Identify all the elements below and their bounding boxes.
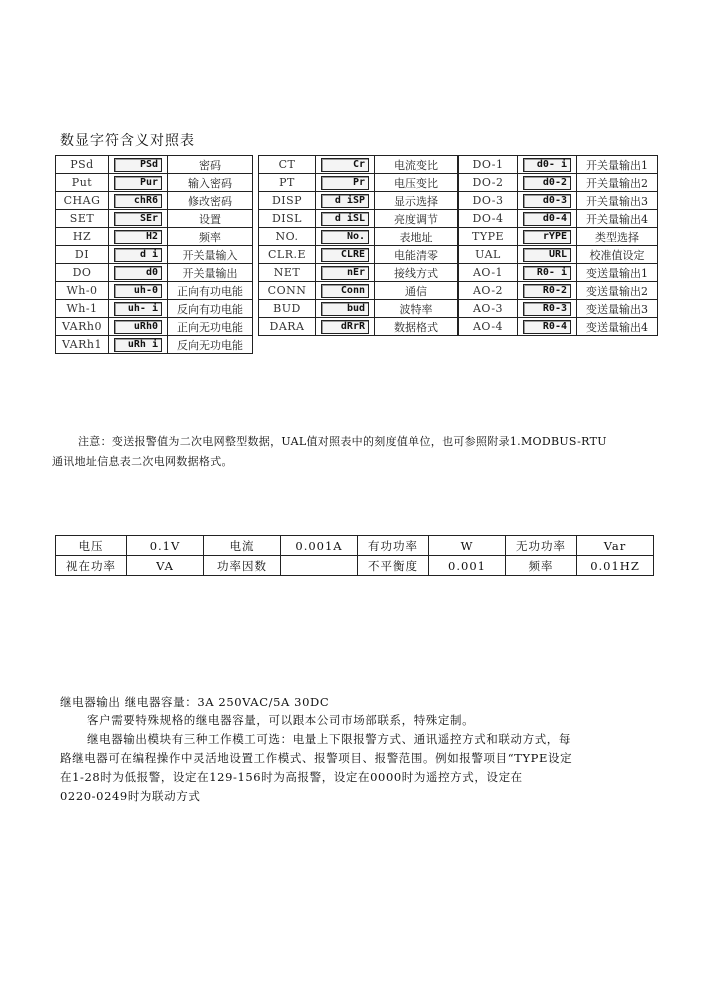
meaning-text: 正向无功电能: [168, 318, 253, 336]
code-text: AO-3: [459, 300, 518, 318]
code-text: CONN: [259, 282, 316, 300]
code-text: NO.: [259, 228, 316, 246]
meaning-text: 反向无功电能: [168, 336, 253, 354]
lcd-cell: [518, 246, 577, 264]
code-text: DISL: [259, 210, 316, 228]
code-table-col-2: [258, 155, 458, 336]
lcd-display: H2: [114, 230, 162, 244]
lcd-display: chR6: [114, 194, 162, 208]
code-row: [259, 318, 458, 336]
code-row: [56, 318, 253, 336]
note-line-1: 注意：变送报警值为二次电网整型数据，UAL值对照表中的刻度值单位，也可参照附录1.MODBUS-RTU: [78, 435, 607, 448]
code-text: BUD: [259, 300, 316, 318]
unit-cell: 有功功率: [358, 536, 429, 556]
unit-cell: W: [429, 536, 506, 556]
meaning-text: 开关量输出4: [577, 210, 658, 228]
lcd-cell: [109, 210, 168, 228]
lcd-display: bud: [321, 302, 369, 316]
relay-line-2: 客户需要特殊规格的继电器容量，可以跟本公司市场部联系，特殊定制。: [87, 713, 475, 727]
meaning-text: 输入密码: [168, 174, 253, 192]
lcd-display: d iSP: [321, 194, 369, 208]
code-row: [259, 210, 458, 228]
lcd-cell: [109, 336, 168, 354]
lcd-cell: [316, 264, 375, 282]
code-row: [459, 192, 658, 210]
code-text: TYPE: [459, 228, 518, 246]
lcd-cell: [109, 228, 168, 246]
code-row: [56, 192, 253, 210]
meaning-text: 开关量输入: [168, 246, 253, 264]
meaning-text: 显示选择: [375, 192, 458, 210]
meaning-text: 表地址: [375, 228, 458, 246]
lcd-cell: [109, 318, 168, 336]
code-text: DO: [56, 264, 109, 282]
unit-cell: 0.01HZ: [577, 556, 654, 576]
lcd-display: Pur: [114, 176, 162, 190]
code-text: NET: [259, 264, 316, 282]
relay-line-3: 继电器输出模块有三种工作模工可选：电量上下限报警方式、通讯遥控方式和联动方式，每: [87, 732, 571, 746]
unit-cell: 电流: [204, 536, 281, 556]
code-row: [459, 246, 658, 264]
code-row: [259, 156, 458, 174]
unit-cell: 视在功率: [56, 556, 127, 576]
meaning-text: 通信: [375, 282, 458, 300]
unit-cell: VA: [127, 556, 204, 576]
code-text: VARh1: [56, 336, 109, 354]
unit-cell: 0.001A: [281, 536, 358, 556]
meaning-text: 密码: [168, 156, 253, 174]
lcd-display: Cr: [321, 158, 369, 172]
code-row: [259, 192, 458, 210]
note-line-2: 通讯地址信息表二次电网数据格式。: [52, 455, 233, 468]
meaning-text: 电流变比: [375, 156, 458, 174]
unit-cell: 0.1V: [127, 536, 204, 556]
code-row: [259, 174, 458, 192]
lcd-display: nEr: [321, 266, 369, 280]
code-row: [56, 264, 253, 282]
lcd-cell: [518, 156, 577, 174]
code-text: DO-1: [459, 156, 518, 174]
lcd-display: R0-2: [523, 284, 571, 298]
code-row: [56, 282, 253, 300]
code-text: AO-4: [459, 318, 518, 336]
lcd-cell: [518, 264, 577, 282]
code-text: SET: [56, 210, 109, 228]
code-row: [459, 264, 658, 282]
meaning-text: 类型选择: [577, 228, 658, 246]
page-title: 数显字符含义对照表: [60, 133, 195, 149]
code-text: HZ: [56, 228, 109, 246]
code-text: Wh-1: [56, 300, 109, 318]
lcd-display: URL: [523, 248, 571, 262]
lcd-cell: [316, 192, 375, 210]
code-table-col-1: [55, 155, 253, 354]
code-row: [459, 156, 658, 174]
relay-line-4: 路继电器可在编程操作中灵活地设置工作模式、报警项目、报警范围。例如报警项目“TYPE设定: [60, 751, 573, 765]
lcd-display: uRh0: [114, 320, 162, 334]
unit-row: [56, 556, 654, 576]
lcd-cell: [109, 282, 168, 300]
lcd-display: Pr: [321, 176, 369, 190]
lcd-display: d i: [114, 248, 162, 262]
lcd-display: No.: [321, 230, 369, 244]
lcd-cell: [518, 318, 577, 336]
lcd-cell: [316, 210, 375, 228]
lcd-display: R0- i: [523, 266, 571, 280]
lcd-cell: [316, 318, 375, 336]
meaning-text: 变送量输出2: [577, 282, 658, 300]
lcd-cell: [518, 192, 577, 210]
code-row: [56, 210, 253, 228]
code-table-col-3: [458, 155, 658, 336]
code-row: [259, 264, 458, 282]
lcd-cell: [518, 210, 577, 228]
lcd-cell: [518, 300, 577, 318]
code-text: DO-3: [459, 192, 518, 210]
lcd-display: d0-4: [523, 212, 571, 226]
lcd-cell: [109, 156, 168, 174]
lcd-display: dRrR: [321, 320, 369, 334]
code-row: [56, 228, 253, 246]
code-text: DARA: [259, 318, 316, 336]
relay-line-5: 在1-28时为低报警，设定在129-156时为高报警，设定在0000时为遥控方式，设定在: [60, 770, 523, 784]
unit-cell: Var: [577, 536, 654, 556]
meaning-text: 电压变比: [375, 174, 458, 192]
code-text: DO-4: [459, 210, 518, 228]
meaning-text: 开关量输出: [168, 264, 253, 282]
lcd-display: Conn: [321, 284, 369, 298]
meaning-text: 频率: [168, 228, 253, 246]
lcd-cell: [109, 264, 168, 282]
code-text: VARh0: [56, 318, 109, 336]
code-row: [56, 336, 253, 354]
meaning-text: 变送量输出1: [577, 264, 658, 282]
unit-cell: 电压: [56, 536, 127, 556]
meaning-text: 变送量输出3: [577, 300, 658, 318]
lcd-display: d0: [114, 266, 162, 280]
unit-cell: 功率因数: [204, 556, 281, 576]
lcd-cell: [316, 228, 375, 246]
lcd-display: d0- i: [523, 158, 571, 172]
code-row: [459, 300, 658, 318]
lcd-display: uh-0: [114, 284, 162, 298]
meaning-text: 变送量输出4: [577, 318, 658, 336]
code-row: [56, 300, 253, 318]
code-text: CHAG: [56, 192, 109, 210]
lcd-cell: [316, 246, 375, 264]
code-text: DISP: [259, 192, 316, 210]
code-text: CT: [259, 156, 316, 174]
meaning-text: 修改密码: [168, 192, 253, 210]
lcd-cell: [518, 174, 577, 192]
unit-cell: [281, 556, 358, 576]
lcd-display: CLRE: [321, 248, 369, 262]
unit-cell: 无功功率: [506, 536, 577, 556]
code-text: PT: [259, 174, 316, 192]
lcd-display: SEr: [114, 212, 162, 226]
code-text: PSd: [56, 156, 109, 174]
meaning-text: 开关量输出2: [577, 174, 658, 192]
lcd-cell: [316, 282, 375, 300]
meaning-text: 开关量输出1: [577, 156, 658, 174]
unit-cell: 不平衡度: [358, 556, 429, 576]
code-text: DI: [56, 246, 109, 264]
code-text: AO-1: [459, 264, 518, 282]
code-text: CLR.E: [259, 246, 316, 264]
lcd-display: PSd: [114, 158, 162, 172]
code-row: [459, 228, 658, 246]
lcd-cell: [518, 228, 577, 246]
meaning-text: 电能清零: [375, 246, 458, 264]
lcd-cell: [109, 300, 168, 318]
meaning-text: 亮度调节: [375, 210, 458, 228]
unit-row: [56, 536, 654, 556]
unit-cell: 0.001: [429, 556, 506, 576]
code-text: UAL: [459, 246, 518, 264]
code-row: [459, 282, 658, 300]
relay-line-1: 继电器输出 继电器容量：3A 250VAC/5A 30DC: [60, 695, 330, 709]
code-row: [56, 246, 253, 264]
lcd-cell: [316, 174, 375, 192]
code-text: Wh-0: [56, 282, 109, 300]
code-row: [259, 282, 458, 300]
lcd-cell: [316, 156, 375, 174]
meaning-text: 设置: [168, 210, 253, 228]
lcd-display: d0-2: [523, 176, 571, 190]
lcd-cell: [518, 282, 577, 300]
lcd-display: d iSL: [321, 212, 369, 226]
meaning-text: 反向有功电能: [168, 300, 253, 318]
relay-line-6: 0220-0249时为联动方式: [60, 789, 201, 803]
code-text: Put: [56, 174, 109, 192]
meaning-text: 数据格式: [375, 318, 458, 336]
code-row: [259, 246, 458, 264]
lcd-display: rYPE: [523, 230, 571, 244]
lcd-display: R0-4: [523, 320, 571, 334]
lcd-cell: [109, 174, 168, 192]
code-text: AO-2: [459, 282, 518, 300]
code-row: [56, 174, 253, 192]
lcd-display: uRh i: [114, 338, 162, 352]
code-row: [259, 300, 458, 318]
code-row: [56, 156, 253, 174]
lcd-cell: [316, 300, 375, 318]
lcd-display: uh- i: [114, 302, 162, 316]
meaning-text: 开关量输出3: [577, 192, 658, 210]
lcd-cell: [109, 192, 168, 210]
meaning-text: 接线方式: [375, 264, 458, 282]
meaning-text: 波特率: [375, 300, 458, 318]
meaning-text: 校准值设定: [577, 246, 658, 264]
code-row: [459, 318, 658, 336]
unit-cell: 频率: [506, 556, 577, 576]
code-row: [459, 174, 658, 192]
lcd-cell: [109, 246, 168, 264]
lcd-display: d0-3: [523, 194, 571, 208]
code-row: [259, 228, 458, 246]
code-row: [459, 210, 658, 228]
unit-table: [55, 535, 654, 576]
meaning-text: 正向有功电能: [168, 282, 253, 300]
code-text: DO-2: [459, 174, 518, 192]
lcd-display: R0-3: [523, 302, 571, 316]
